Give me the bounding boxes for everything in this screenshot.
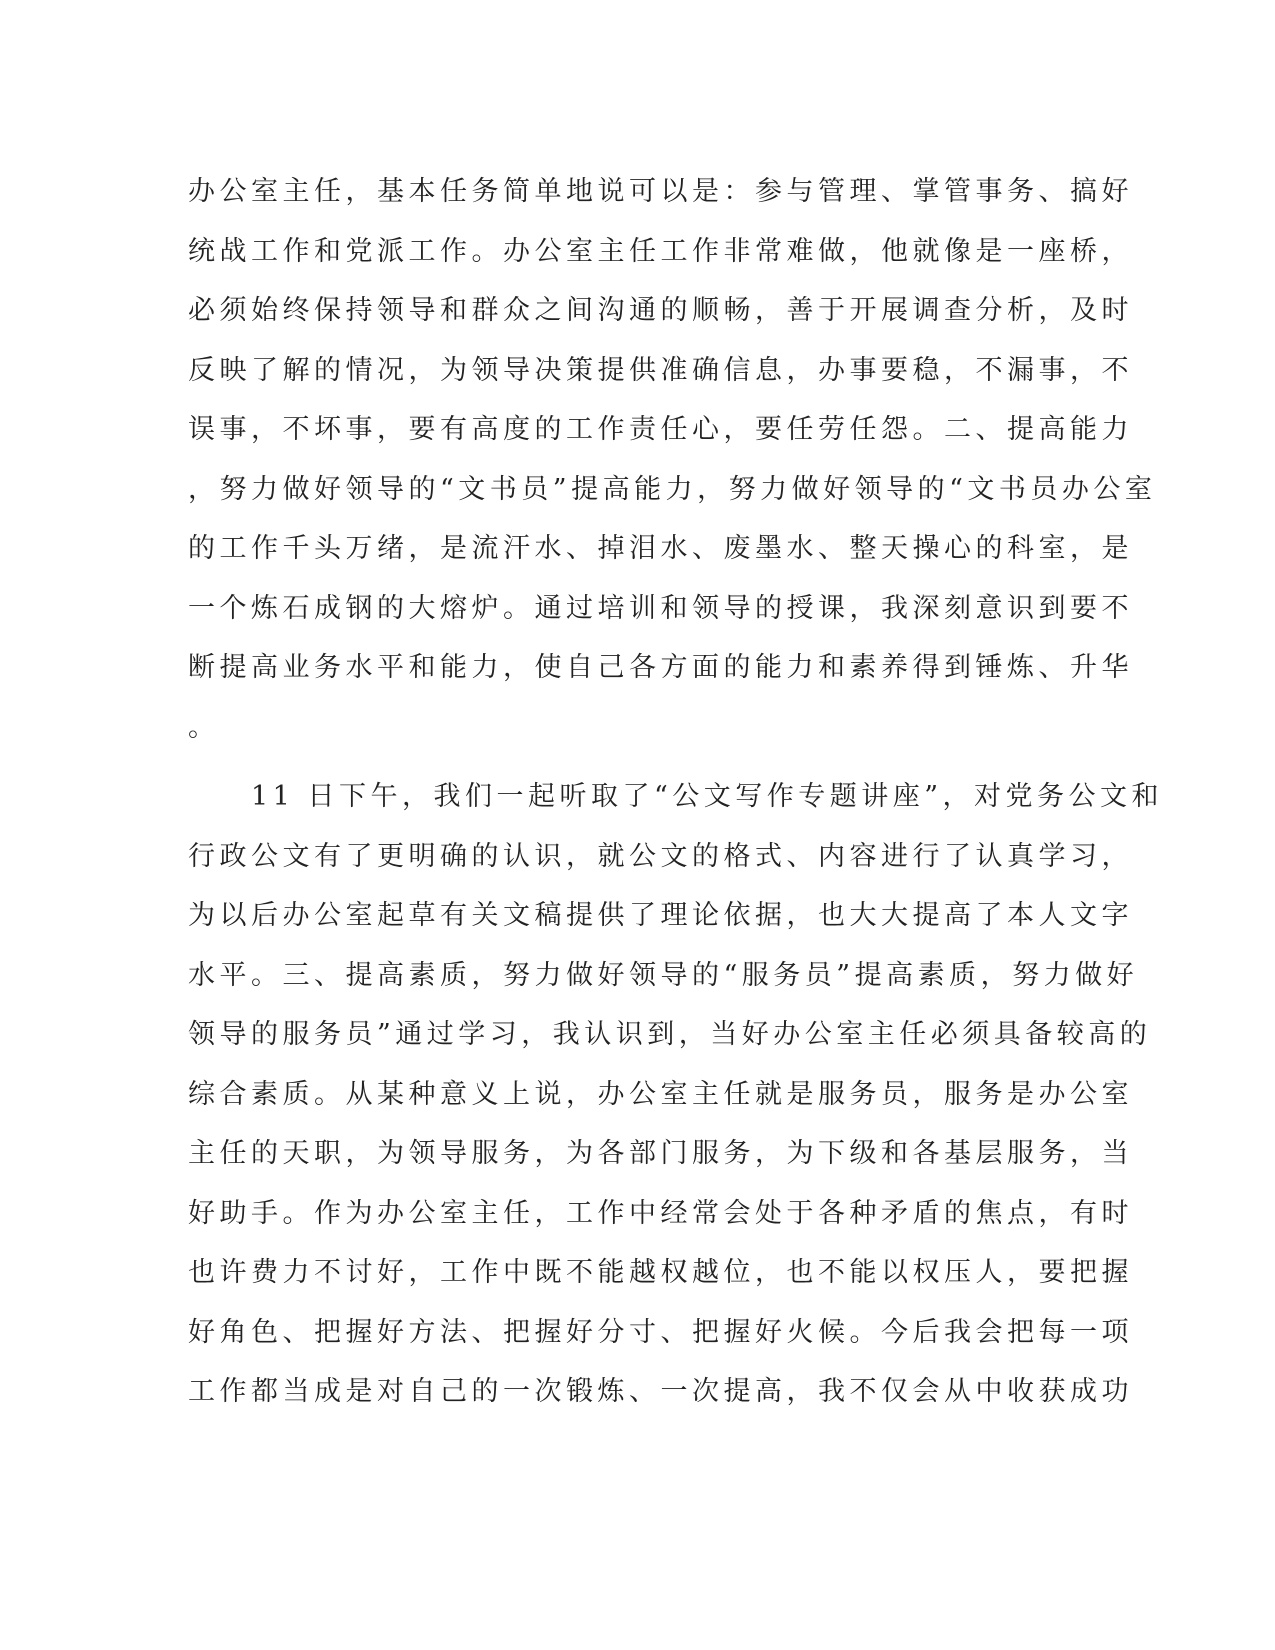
text-line: 11 日下午，我们一起听取了“公文写作专题讲座”，对党务公文和 [188, 781, 1164, 812]
text-line: 断提高业务水平和能力，使自己各方面的能力和素养得到锤炼、升华 [188, 652, 1133, 683]
paragraph-spacer [188, 757, 1088, 767]
text-line: 必须始终保持领导和群众之间沟通的顺畅，善于开展调查分析，及时 [188, 295, 1133, 326]
paragraph-1 [188, 162, 1157, 757]
text-line: 办公室主任，基本任务简单地说可以是：参与管理、掌管事务、搞好 [188, 176, 1133, 207]
text-line: 好助手。作为办公室主任，工作中经常会处于各种矛盾的焦点，有时 [188, 1197, 1133, 1229]
text-line: 的工作千头万绪，是流汗水、掉泪水、废墨水、整天操心的科室，是 [188, 533, 1133, 564]
text-line: ，努力做好领导的“文书员”提高能力，努力做好领导的“文书员办公室 [188, 473, 1157, 505]
text-line: 统战工作和党派工作。办公室主任工作非常难做，他就像是一座桥， [188, 235, 1133, 267]
text-line: 水平。三、提高素质，努力做好领导的“服务员”提高素质，努力做好 [188, 959, 1139, 991]
document-body [188, 162, 1164, 1422]
text-line: 综合素质。从某种意义上说，办公室主任就是服务员，服务是办公室 [188, 1078, 1133, 1110]
text-line: 行政公文有了更明确的认识，就公文的格式、内容进行了认真学习， [188, 840, 1133, 872]
paragraph-2 [188, 767, 1164, 1422]
text-line: 主任的天职，为领导服务，为各部门服务，为下级和各基层服务，当 [188, 1138, 1133, 1169]
text-line: 一个炼石成钢的大熔炉。通过培训和领导的授课，我深刻意识到要不 [188, 592, 1133, 624]
text-line: 。 [188, 711, 220, 743]
text-line: 好角色、把握好方法、把握好分寸、把握好火候。今后我会把每一项 [188, 1316, 1133, 1348]
text-line: 也许费力不讨好，工作中既不能越权越位，也不能以权压人，要把握 [188, 1257, 1133, 1288]
text-line: 工作都当成是对自己的一次锻炼、一次提高，我不仅会从中收获成功 [188, 1376, 1133, 1407]
text-line: 领导的服务员”通过学习，我认识到，当好办公室主任必须具备较高的 [188, 1019, 1152, 1050]
text-line: 误事，不坏事，要有高度的工作责任心，要任劳任怨。二、提高能力 [188, 414, 1133, 445]
text-line: 反映了解的情况，为领导决策提供准确信息，办事要稳，不漏事，不 [188, 354, 1133, 386]
text-line: 为以后办公室起草有关文稿提供了理论依据，也大大提高了本人文字 [188, 900, 1133, 931]
